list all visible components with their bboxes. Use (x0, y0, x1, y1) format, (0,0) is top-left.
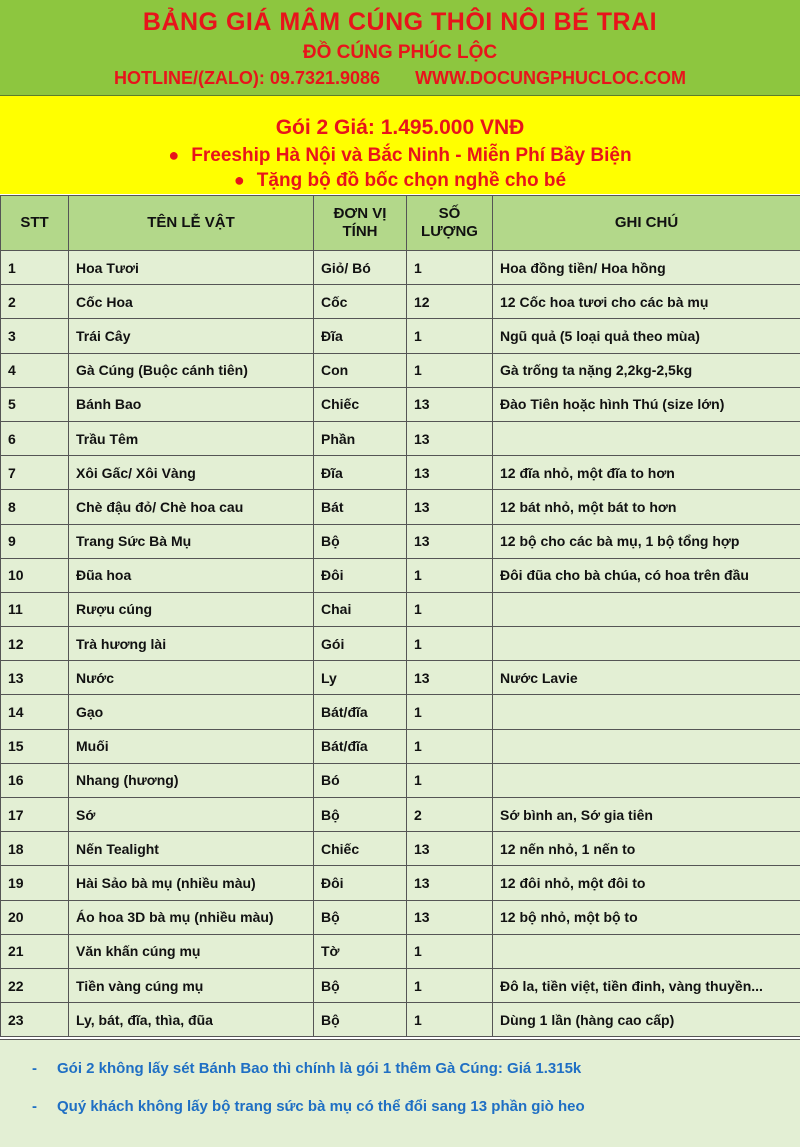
table-row (1, 763, 800, 797)
cell-name: Nến Tealight (69, 832, 314, 866)
col-header-unit: ĐƠN VỊ TÍNH (314, 196, 407, 251)
cell-qty: 1 (407, 558, 493, 592)
table-row (1, 866, 800, 900)
cell-stt: 5 (1, 387, 69, 421)
cell-stt: 6 (1, 421, 69, 455)
cell-note (493, 421, 800, 455)
cell-qty: 13 (407, 832, 493, 866)
cell-note (493, 695, 800, 729)
cell-stt: 21 (1, 934, 69, 968)
cell-stt: 17 (1, 798, 69, 832)
cell-qty: 1 (407, 251, 493, 285)
table-row (1, 285, 800, 319)
cell-stt: 15 (1, 729, 69, 763)
cell-note: Đào Tiên hoặc hình Thú (size lớn) (493, 387, 800, 421)
cell-qty: 13 (407, 387, 493, 421)
cell-qty: 1 (407, 763, 493, 797)
cell-unit: Ly (314, 661, 407, 695)
note-item: - Quý khách không lấy bộ trang sức bà mụ có thể đổi sang 13 phần giò heo (32, 1098, 585, 1115)
table-row (1, 524, 800, 558)
cell-stt: 9 (1, 524, 69, 558)
brand-name: ĐỒ CÚNG PHÚC LỘC (0, 42, 800, 64)
cell-stt: 23 (1, 1003, 69, 1037)
cell-stt: 2 (1, 285, 69, 319)
cell-unit: Đĩa (314, 319, 407, 353)
cell-name: Chè đậu đỏ/ Chè hoa cau (69, 490, 314, 524)
table-row (1, 627, 800, 661)
table-row (1, 456, 800, 490)
package-banner (0, 96, 800, 194)
cell-qty: 12 (407, 285, 493, 319)
cell-unit: Bộ (314, 1003, 407, 1037)
cell-name: Cốc Hoa (69, 285, 314, 319)
cell-note (493, 627, 800, 661)
cell-unit: Gói (314, 627, 407, 661)
cell-unit: Bát/đĩa (314, 695, 407, 729)
table-row (1, 832, 800, 866)
cell-qty: 13 (407, 524, 493, 558)
table-row (1, 387, 800, 421)
cell-name: Sớ (69, 798, 314, 832)
cell-unit: Đôi (314, 866, 407, 900)
note-item: - Gói 2 không lấy sét Bánh Bao thì chính là gói 1 thêm Gà Cúng: Giá 1.315k (32, 1060, 581, 1077)
header-banner (0, 0, 800, 96)
package-benefit: ● Tặng bộ đồ bốc chọn nghề cho bé (0, 168, 800, 193)
cell-note: 12 bát nhỏ, một bát to hơn (493, 490, 800, 524)
cell-stt: 10 (1, 558, 69, 592)
cell-name: Áo hoa 3D bà mụ (nhiều màu) (69, 900, 314, 934)
cell-note: 12 bộ cho các bà mụ, 1 bộ tổng hợp (493, 524, 800, 558)
cell-note: Nước Lavie (493, 661, 800, 695)
cell-unit: Bộ (314, 900, 407, 934)
cell-unit: Giỏ/ Bó (314, 251, 407, 285)
cell-qty: 13 (407, 661, 493, 695)
cell-note: Ngũ quả (5 loại quả theo mùa) (493, 319, 800, 353)
cell-name: Hoa Tươi (69, 251, 314, 285)
cell-stt: 13 (1, 661, 69, 695)
cell-note: Gà trống ta nặng 2,2kg-2,5kg (493, 353, 800, 387)
cell-qty: 13 (407, 900, 493, 934)
cell-note (493, 592, 800, 626)
offerings-table (0, 195, 800, 1037)
cell-qty: 1 (407, 695, 493, 729)
page-title: BẢNG GIÁ MÂM CÚNG THÔI NÔI BÉ TRAI (0, 8, 800, 37)
cell-name: Trà hương lài (69, 627, 314, 661)
cell-unit: Đĩa (314, 456, 407, 490)
package-title: Gói 2 Giá: 1.495.000 VNĐ (0, 116, 800, 140)
table-body (1, 251, 800, 1037)
cell-unit: Tờ (314, 934, 407, 968)
table-row (1, 353, 800, 387)
package-benefits (0, 143, 800, 193)
cell-note: Đôi đũa cho bà chúa, có hoa trên đầu (493, 558, 800, 592)
cell-stt: 14 (1, 695, 69, 729)
cell-name: Ly, bát, đĩa, thìa, đũa (69, 1003, 314, 1037)
hotline-text: HOTLINE/(ZALO): 09.7321.9086 (114, 68, 380, 88)
cell-unit: Phần (314, 421, 407, 455)
cell-unit: Chai (314, 592, 407, 626)
table-row (1, 1003, 800, 1037)
cell-name: Rượu cúng (69, 592, 314, 626)
website-text: WWW.DOCUNGPHUCLOC.COM (415, 68, 686, 88)
table-row (1, 934, 800, 968)
cell-stt: 7 (1, 456, 69, 490)
cell-unit: Con (314, 353, 407, 387)
cell-unit: Bộ (314, 524, 407, 558)
col-header-stt: STT (1, 196, 69, 251)
cell-qty: 2 (407, 798, 493, 832)
cell-name: Trái Cây (69, 319, 314, 353)
cell-stt: 22 (1, 968, 69, 1002)
contact-line (0, 68, 800, 89)
cell-stt: 16 (1, 763, 69, 797)
cell-name: Xôi Gấc/ Xôi Vàng (69, 456, 314, 490)
table-row (1, 695, 800, 729)
cell-note (493, 729, 800, 763)
cell-qty: 13 (407, 421, 493, 455)
cell-unit: Chiếc (314, 832, 407, 866)
cell-note (493, 934, 800, 968)
table-row (1, 661, 800, 695)
cell-unit: Bát (314, 490, 407, 524)
cell-name: Nhang (hương) (69, 763, 314, 797)
cell-note: Hoa đồng tiền/ Hoa hồng (493, 251, 800, 285)
cell-note: 12 bộ nhỏ, một bộ to (493, 900, 800, 934)
cell-qty: 1 (407, 729, 493, 763)
cell-stt: 12 (1, 627, 69, 661)
table-row (1, 729, 800, 763)
cell-name: Trang Sức Bà Mụ (69, 524, 314, 558)
cell-name: Tiền vàng cúng mụ (69, 968, 314, 1002)
cell-note: 12 nến nhỏ, 1 nến to (493, 832, 800, 866)
cell-name: Nước (69, 661, 314, 695)
cell-note: 12 đĩa nhỏ, một đĩa to hơn (493, 456, 800, 490)
cell-name: Bánh Bao (69, 387, 314, 421)
table-row (1, 968, 800, 1002)
cell-note: 12 Cốc hoa tươi cho các bà mụ (493, 285, 800, 319)
cell-qty: 1 (407, 592, 493, 626)
cell-qty: 1 (407, 319, 493, 353)
cell-name: Hài Sảo bà mụ (nhiều màu) (69, 866, 314, 900)
cell-stt: 8 (1, 490, 69, 524)
bullet-icon: ● (234, 168, 245, 193)
cell-name: Trầu Têm (69, 421, 314, 455)
cell-stt: 1 (1, 251, 69, 285)
cell-unit: Bộ (314, 968, 407, 1002)
cell-note: Đô la, tiền việt, tiền đinh, vàng thuyền... (493, 968, 800, 1002)
table-header-row (1, 196, 800, 251)
table-row (1, 319, 800, 353)
cell-qty: 1 (407, 934, 493, 968)
table-row (1, 798, 800, 832)
cell-stt: 18 (1, 832, 69, 866)
cell-qty: 13 (407, 866, 493, 900)
cell-note (493, 763, 800, 797)
col-header-name: TÊN LỄ VẬT (69, 196, 314, 251)
table-row (1, 592, 800, 626)
table-row (1, 421, 800, 455)
cell-stt: 11 (1, 592, 69, 626)
table-row (1, 558, 800, 592)
cell-name: Gạo (69, 695, 314, 729)
table-row (1, 900, 800, 934)
cell-qty: 13 (407, 490, 493, 524)
cell-unit: Bộ (314, 798, 407, 832)
cell-qty: 1 (407, 968, 493, 1002)
cell-unit: Bó (314, 763, 407, 797)
notes-section (0, 1039, 800, 1147)
cell-stt: 4 (1, 353, 69, 387)
cell-unit: Bát/đĩa (314, 729, 407, 763)
cell-qty: 1 (407, 1003, 493, 1037)
cell-note: Dùng 1 lần (hàng cao cấp) (493, 1003, 800, 1037)
cell-name: Đũa hoa (69, 558, 314, 592)
table-row (1, 251, 800, 285)
cell-unit: Đôi (314, 558, 407, 592)
cell-qty: 1 (407, 627, 493, 661)
table-row (1, 490, 800, 524)
cell-unit: Chiếc (314, 387, 407, 421)
package-benefit: ● Freeship Hà Nội và Bắc Ninh - Miễn Phí Bầy Biện (0, 143, 800, 168)
col-header-note: GHI CHÚ (493, 196, 800, 251)
cell-unit: Cốc (314, 285, 407, 319)
cell-stt: 3 (1, 319, 69, 353)
bullet-icon: ● (168, 143, 179, 168)
cell-note: 12 đôi nhỏ, một đôi to (493, 866, 800, 900)
cell-qty: 13 (407, 456, 493, 490)
cell-name: Văn khấn cúng mụ (69, 934, 314, 968)
cell-note: Sớ bình an, Sớ gia tiên (493, 798, 800, 832)
cell-stt: 20 (1, 900, 69, 934)
cell-qty: 1 (407, 353, 493, 387)
cell-stt: 19 (1, 866, 69, 900)
cell-name: Muối (69, 729, 314, 763)
cell-name: Gà Cúng (Buộc cánh tiên) (69, 353, 314, 387)
col-header-qty: SỐ LƯỢNG (407, 196, 493, 251)
